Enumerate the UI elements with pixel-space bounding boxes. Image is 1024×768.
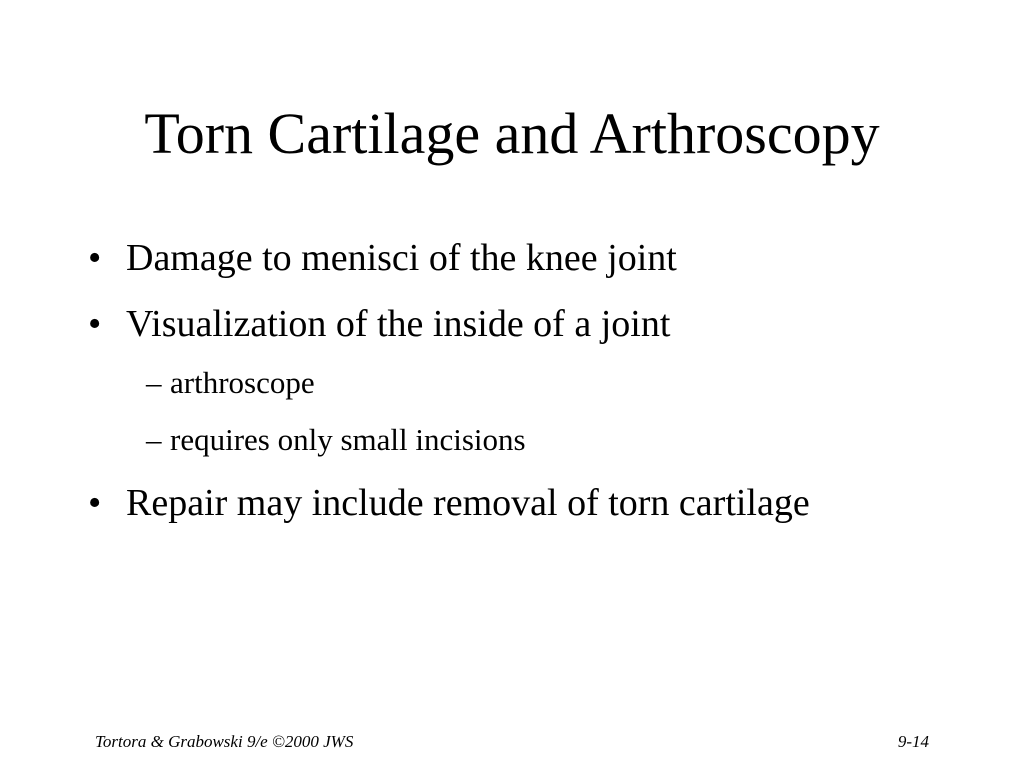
bullet-marker: • [88,482,102,524]
footer-credit: Tortora & Grabowski 9/e ©2000 JWS [95,732,354,751]
bullet-text: Repair may include removal of torn cartilage [126,482,810,524]
bullet-text: Visualization of the inside of a joint [126,303,671,345]
sub-bullet-marker: – [146,422,162,457]
sub-bullet-text: requires only small incisions [170,422,526,457]
bullet-text: Damage to menisci of the knee joint [126,237,677,279]
bullet-marker: • [88,237,102,279]
slide-number: 9-14 [897,732,929,751]
sub-bullet-marker: – [146,365,162,400]
bullet-marker: • [88,303,102,345]
slide-title: Torn Cartilage and Arthroscopy [144,101,880,166]
sub-bullet-text: arthroscope [170,365,315,400]
